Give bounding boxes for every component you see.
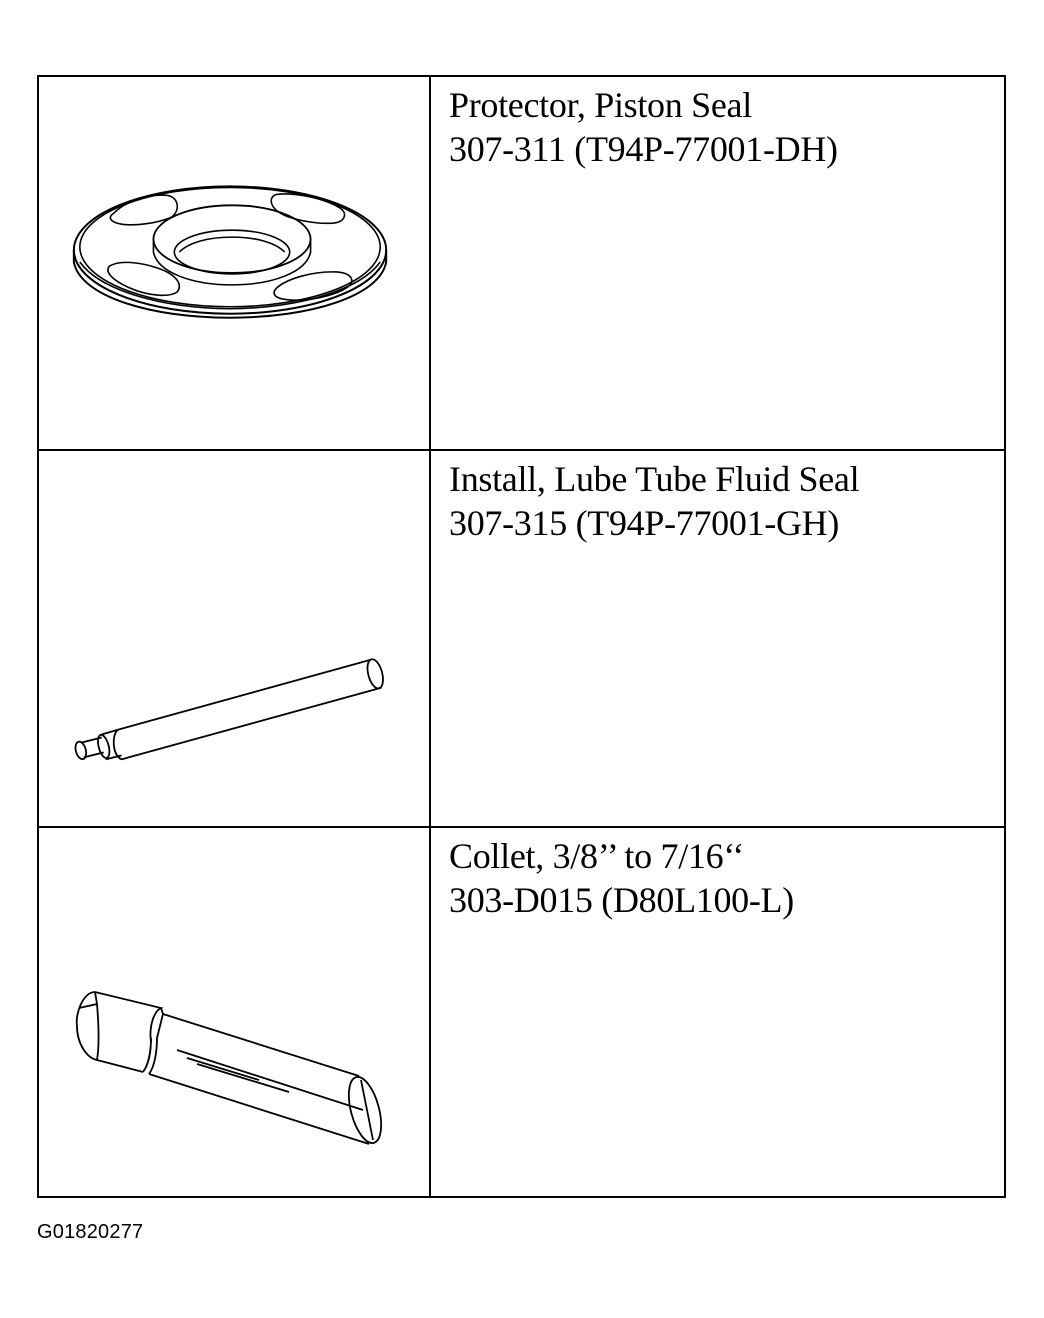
tool-name: Install, Lube Tube Fluid Seal — [449, 459, 860, 499]
piston-seal-protector-illustration — [39, 77, 431, 449]
tool-part-number: 303-D015 (D80L100-L) — [449, 880, 794, 920]
tool-row-collet — [39, 828, 1004, 1196]
tool-row-piston-seal-protector — [39, 77, 1004, 451]
tool-name: Collet, 3/8’’ to 7/16‘‘ — [449, 836, 745, 876]
tool-name: Protector, Piston Seal — [449, 85, 752, 125]
lube-tube-seal-installer-illustration — [39, 451, 431, 826]
special-tools-table — [37, 75, 1006, 1198]
figure-id: G01820277 — [37, 1221, 144, 1243]
tool-part-number: 307-315 (T94P-77001-GH) — [449, 503, 840, 543]
tool-description — [449, 834, 794, 922]
collet-illustration — [39, 828, 431, 1196]
tool-part-number: 307-311 (T94P-77001-DH) — [449, 129, 838, 169]
tool-description — [449, 83, 838, 171]
tool-description — [449, 457, 859, 545]
tool-row-lube-tube-seal-installer — [39, 451, 1004, 828]
